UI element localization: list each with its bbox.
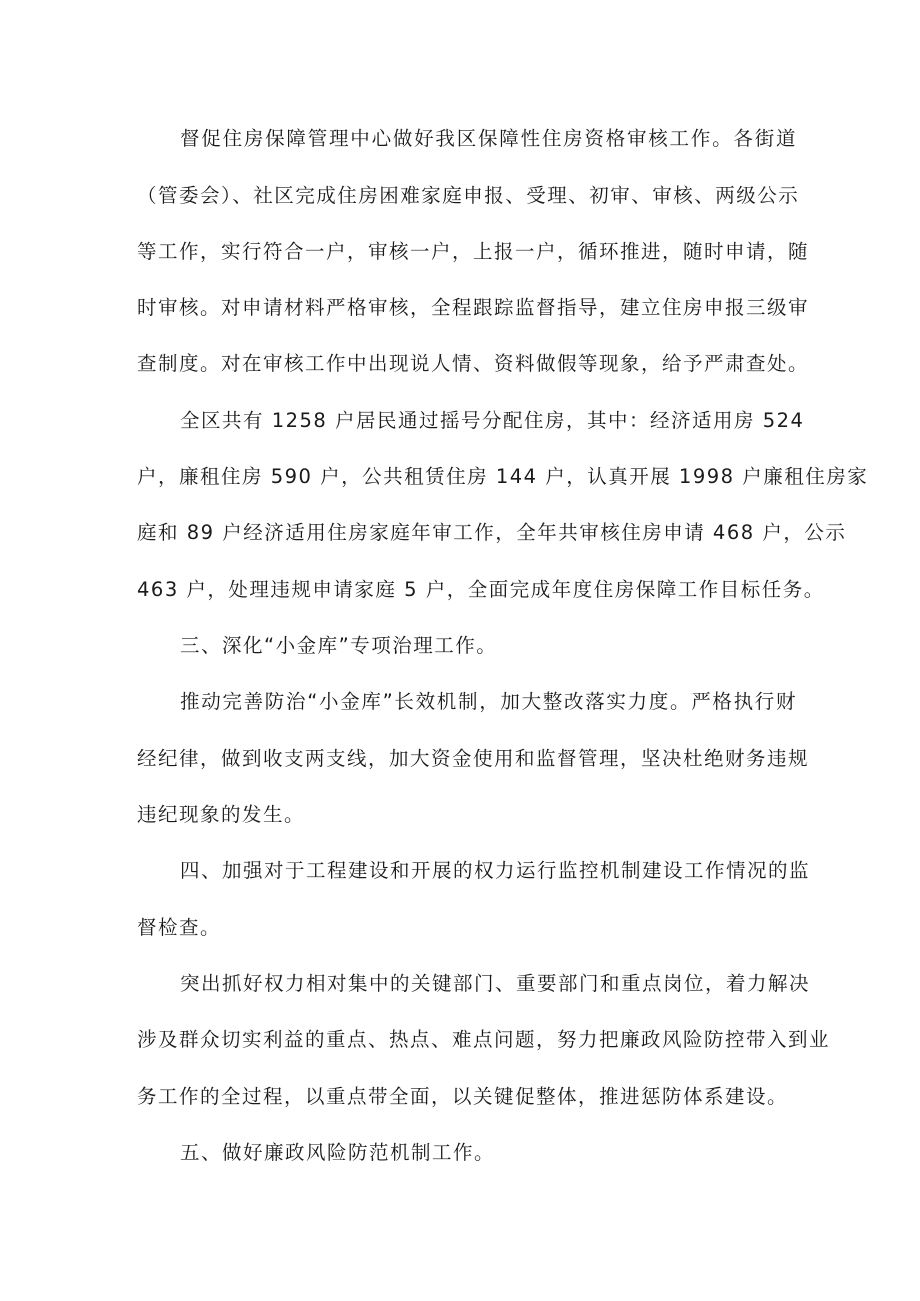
text-line: 推动完善防治“小金库”长效机制，加大整改落实力度。严格执行财 [180,690,797,713]
heading-line: 五、做好廉政风险防范机制工作。 [180,1141,496,1164]
text-line: 等工作，实行符合一户，审核一户，上报一户，循环推进，随时申请，随 [137,240,810,263]
heading-line: 四、加强对于工程建设和开展的权力运行监控机制建设工作情况的监 [180,859,811,882]
heading-line: 督检查。 [137,916,222,939]
text-line: 经纪律，做到收支两支线，加大资金使用和监督管理，坚决杜绝财务违规 [137,747,810,770]
text-line: 时审核。对申请材料严格审核，全程跟踪监督指导，建立住房申报三级审 [137,296,810,319]
text-line: 全区共有 1258 户居民通过摇号分配住房，其中：经济适用房 524 [180,409,805,432]
text-line: 涉及群众切实利益的重点、热点、难点问题，努力把廉政风险防控带入到业 [137,1028,831,1051]
text-line: 务工作的全过程，以重点带全面，以关键促整体，推进惩防体系建设。 [137,1085,789,1108]
heading-line: 三、深化“小金库”专项治理工作。 [180,634,498,657]
text-line: （管委会）、社区完成住房困难家庭申报、受理、初审、审核、两级公示 [137,184,800,207]
text-line: 违纪现象的发生。 [137,803,306,826]
text-line: 庭和 89 户经济适用住房家庭年审工作，全年共审核住房申请 468 户，公示 [137,521,847,544]
text-line: 突出抓好权力相对集中的关键部门、重要部门和重点岗位，着力解决 [180,972,811,995]
text-line: 查制度。对在审核工作中出现说人情、资料做假等现象，给予严肃查处。 [137,352,810,375]
text-line: 督促住房保障管理中心做好我区保障性住房资格审核工作。各街道 [180,127,797,150]
text-line: 户，廉租住房 590 户，公共租赁住房 144 户，认真开展 1998 户廉租住房家 [137,465,869,488]
text-line: 463 户，处理违规申请家庭 5 户，全面完成年度住房保障工作目标任务。 [137,578,825,601]
